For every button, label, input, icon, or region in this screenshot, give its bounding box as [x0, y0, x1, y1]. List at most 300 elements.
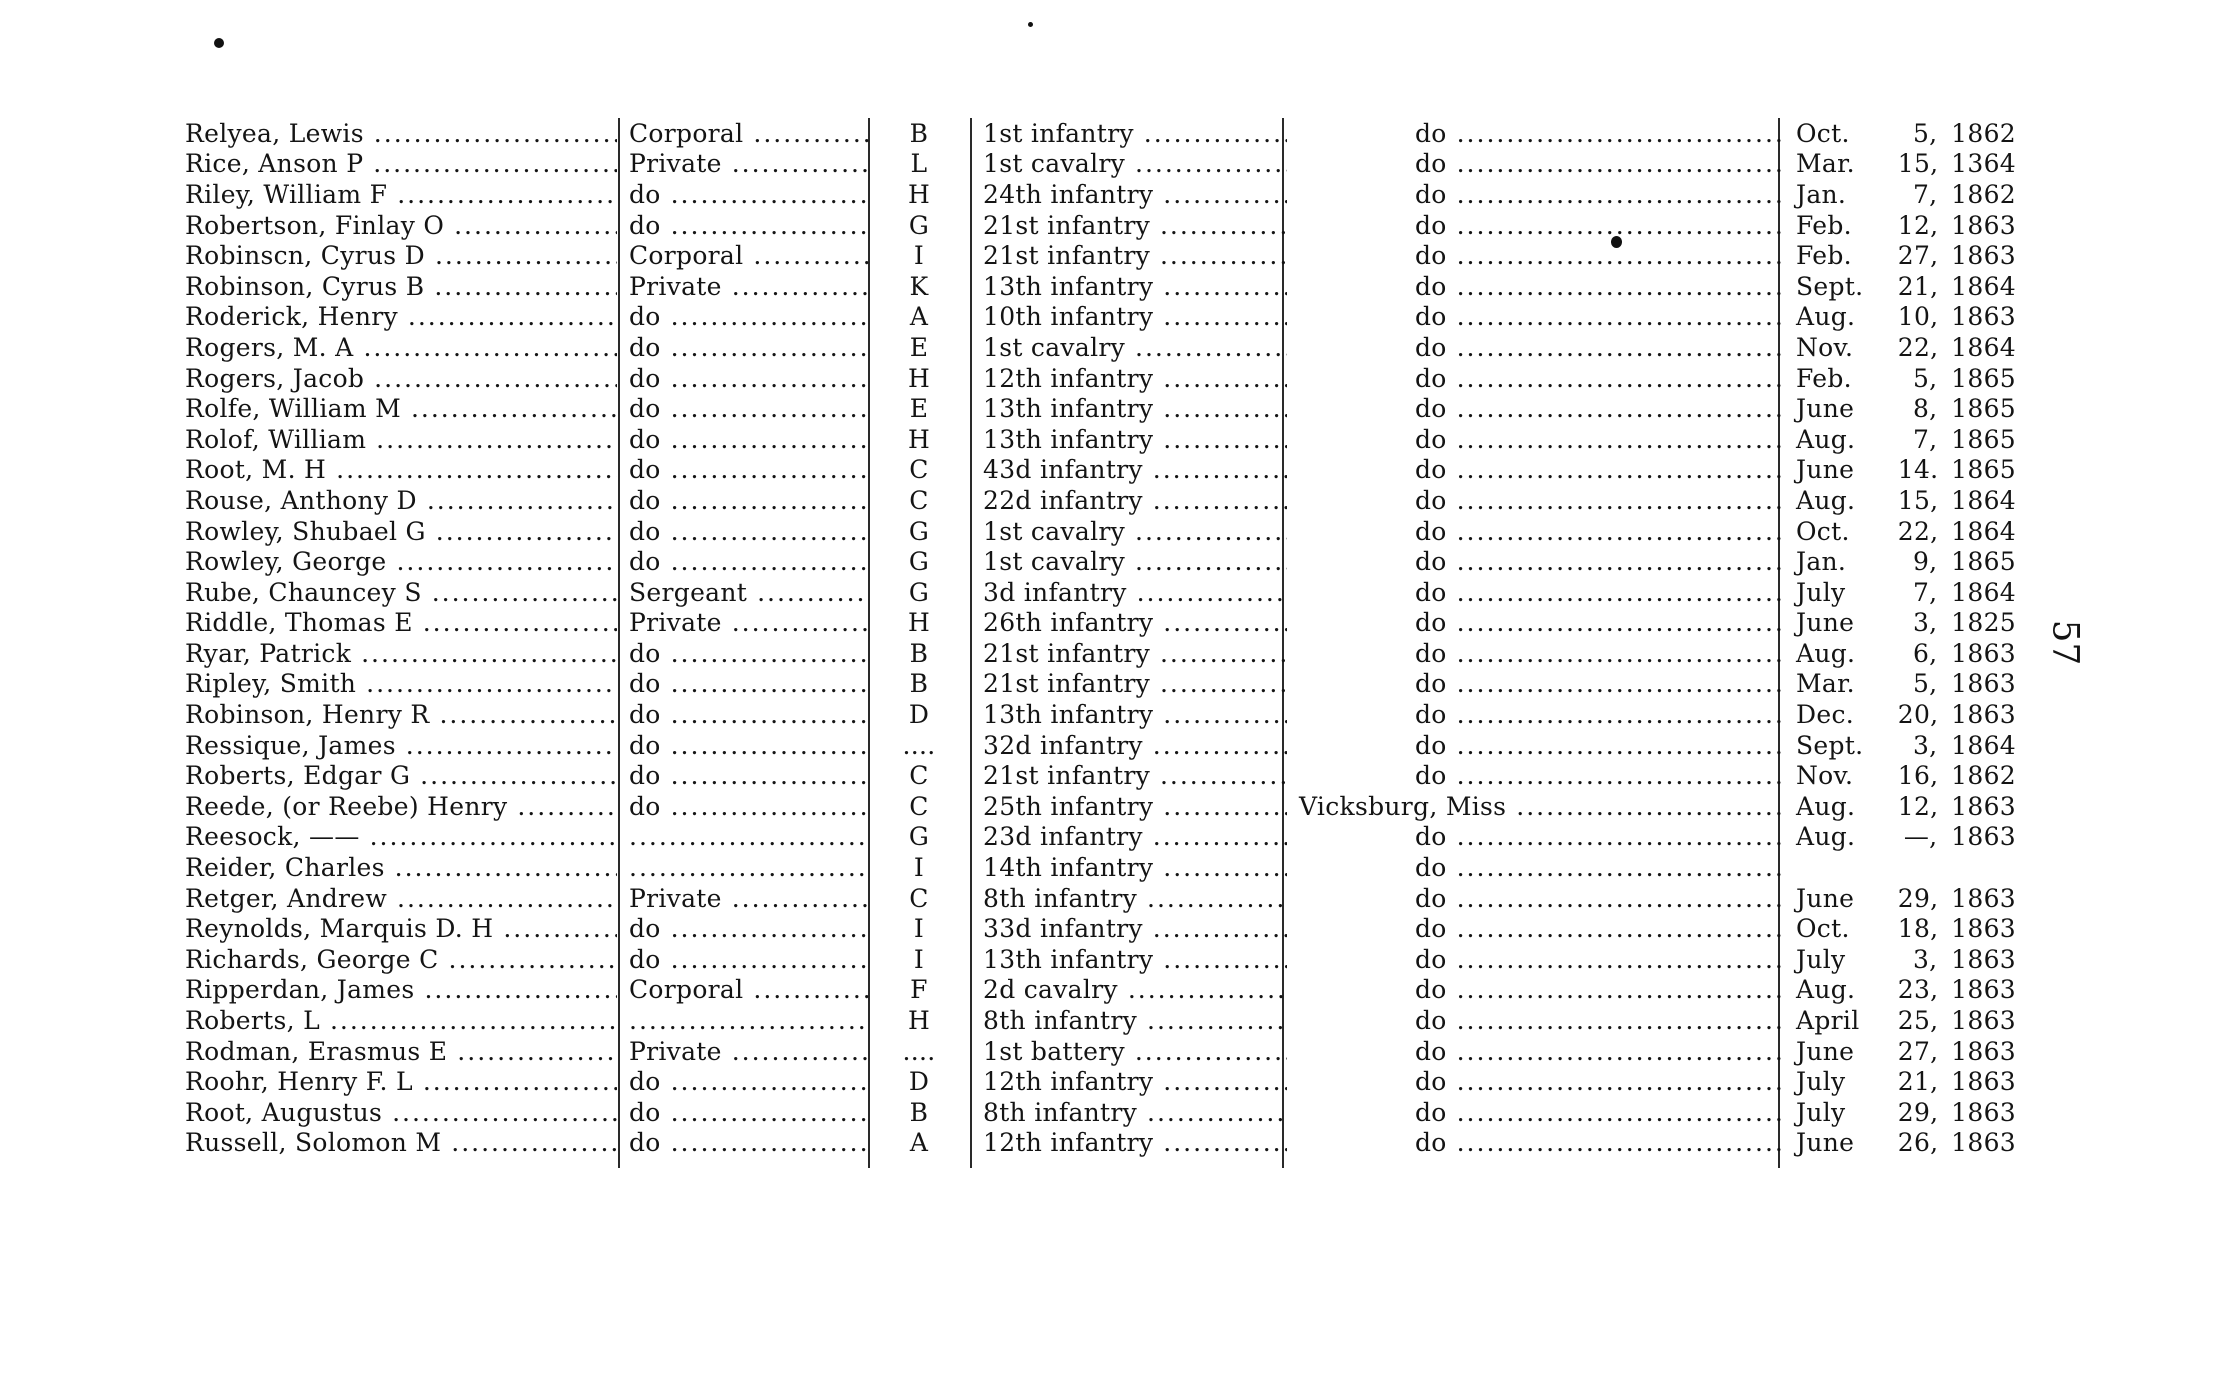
company-cell [869, 914, 969, 943]
date-day: 5, [1912, 669, 1938, 699]
rank: do [629, 363, 661, 393]
company: C [909, 883, 929, 913]
company: C [909, 455, 929, 485]
date-cell [1784, 517, 2016, 546]
date-cell [1784, 149, 2016, 178]
rank-cell [617, 700, 869, 729]
soldier-name-cell [183, 608, 617, 637]
date-month: Jan. [1796, 179, 1847, 209]
date-cell [1784, 180, 2016, 209]
table-row [183, 302, 2018, 333]
rank-cell [617, 884, 869, 913]
date-year: 1863 [1951, 1097, 2016, 1127]
place-cell [1287, 149, 1784, 178]
place-cell [1287, 517, 1784, 546]
table-row [183, 944, 2018, 975]
soldier-name-cell [183, 1098, 617, 1127]
company-cell [869, 547, 969, 576]
soldier-name-cell [183, 945, 617, 974]
rank: do [629, 516, 661, 546]
date-year: 1863 [1951, 241, 2016, 271]
unit-cell [969, 761, 1287, 790]
soldier-name: Richards, George C [185, 944, 439, 974]
date-year: 1863 [1951, 669, 2016, 699]
regiment-unit: 13th infantry [983, 271, 1154, 301]
date-month: Aug. [1796, 638, 1856, 668]
date-month: Nov. [1796, 761, 1854, 791]
rank-cell [617, 302, 869, 331]
date-cell [1784, 975, 2016, 1004]
rank: do [629, 210, 661, 240]
date-cell [1784, 669, 2016, 698]
rank-cell [617, 578, 869, 607]
place-cell [1287, 211, 1784, 240]
company: G [908, 822, 930, 852]
date-cell [1784, 333, 2016, 362]
date-day: 26, [1897, 1128, 1939, 1158]
place-cell [1287, 425, 1784, 454]
place-cell [1287, 272, 1784, 301]
rank: do [629, 730, 661, 760]
soldier-name-cell [183, 180, 617, 209]
soldier-name-cell [183, 486, 617, 515]
date-month: Feb. [1796, 241, 1852, 271]
soldier-name-cell [183, 975, 617, 1004]
rank: do [629, 179, 661, 209]
rank: do [629, 1128, 661, 1158]
date-year: 1864 [1951, 332, 2016, 362]
company: K [909, 271, 929, 301]
place-cell [1287, 302, 1784, 331]
date-year: 1863 [1951, 302, 2016, 332]
regiment-unit: 12th infantry [983, 1128, 1154, 1158]
date-cell [1784, 608, 2016, 637]
rank: Private [629, 883, 722, 913]
date-cell [1784, 302, 2016, 331]
date-day: 29, [1897, 883, 1939, 913]
date-month: April [1796, 1006, 1860, 1036]
soldier-name-cell [183, 1006, 617, 1035]
date-cell [1784, 1098, 2016, 1127]
date-cell [1784, 639, 2016, 668]
company-cell [869, 211, 969, 240]
date-day: 15, [1897, 149, 1939, 179]
date-day: 6, [1912, 638, 1938, 668]
place-cell [1287, 914, 1784, 943]
regiment-unit: 13th infantry [983, 700, 1154, 730]
soldier-name: Rolfe, William M [185, 394, 402, 424]
rank: do [629, 1097, 661, 1127]
place-cell [1287, 119, 1784, 148]
rank-cell [617, 149, 869, 178]
rank: do [629, 638, 661, 668]
regiment-unit: 1st cavalry [983, 547, 1126, 577]
company: .... [902, 730, 936, 760]
unit-cell [969, 364, 1287, 393]
date-day: 7, [1912, 577, 1938, 607]
soldier-name-cell [183, 792, 617, 821]
date-month: Oct. [1796, 914, 1850, 944]
date-day: 21, [1897, 1067, 1939, 1097]
regiment-unit: 8th infantry [983, 883, 1138, 913]
table-row [183, 485, 2018, 516]
date-day: 12, [1897, 791, 1939, 821]
ink-speck [214, 38, 224, 48]
rank-cell [617, 731, 869, 760]
company-cell [869, 1067, 969, 1096]
date-month: Jan. [1796, 547, 1847, 577]
soldier-name-cell [183, 149, 617, 178]
company-cell [869, 241, 969, 270]
company: H [907, 608, 931, 638]
rank: Private [629, 608, 722, 638]
rank-cell [617, 333, 869, 362]
place-of-death: do [1415, 1067, 1447, 1097]
company-cell [869, 761, 969, 790]
unit-cell [969, 945, 1287, 974]
place-of-death: do [1415, 516, 1447, 546]
regiment-unit: 26th infantry [983, 608, 1154, 638]
place-cell [1287, 639, 1784, 668]
date-day: 12, [1897, 210, 1939, 240]
place-cell [1287, 884, 1784, 913]
soldier-name-cell [183, 547, 617, 576]
date-month: Nov. [1796, 332, 1854, 362]
date-day: 27, [1897, 241, 1939, 271]
date-cell [1784, 914, 2016, 943]
place-of-death: do [1415, 975, 1447, 1005]
date-cell [1784, 884, 2016, 913]
company: I [913, 241, 925, 271]
table-row [183, 1097, 2018, 1128]
soldier-name-cell [183, 1128, 617, 1157]
date-month: Aug. [1796, 791, 1856, 821]
table-row [183, 118, 2018, 149]
table-row [183, 516, 2018, 547]
rank-cell [617, 822, 869, 851]
unit-cell [969, 822, 1287, 851]
company-cell [869, 394, 969, 423]
unit-cell [969, 608, 1287, 637]
table-row [183, 363, 2018, 394]
regiment-unit: 33d infantry [983, 914, 1143, 944]
unit-cell [969, 1098, 1287, 1127]
company: C [909, 791, 929, 821]
date-year: 1863 [1951, 1067, 2016, 1097]
soldier-name-cell [183, 425, 617, 454]
company: H [907, 424, 931, 454]
place-of-death: do [1415, 424, 1447, 454]
date-year: 1864 [1951, 271, 2016, 301]
rank: Corporal [629, 975, 744, 1005]
regiment-unit: 13th infantry [983, 394, 1154, 424]
date-cell [1784, 1067, 2016, 1096]
unit-cell [969, 669, 1287, 698]
place-cell [1287, 853, 1784, 882]
rank-cell [617, 364, 869, 393]
place-cell [1287, 669, 1784, 698]
regiment-unit: 2d cavalry [983, 975, 1118, 1005]
place-cell [1287, 731, 1784, 760]
place-of-death: do [1415, 363, 1447, 393]
date-year: 1865 [1951, 424, 2016, 454]
unit-cell [969, 578, 1287, 607]
table-row [183, 852, 2018, 883]
date-day: 9, [1912, 547, 1938, 577]
date-month: Mar. [1796, 149, 1855, 179]
casualty-register-table [183, 118, 2018, 1158]
table-row [183, 1036, 2018, 1067]
soldier-name: Robinscn, Cyrus D [185, 241, 426, 271]
date-day: 7, [1912, 424, 1938, 454]
company: L [910, 149, 928, 179]
table-row [183, 149, 2018, 180]
table-row [183, 271, 2018, 302]
soldier-name-cell [183, 761, 617, 790]
date-month: June [1796, 608, 1855, 638]
rank-cell [617, 425, 869, 454]
company-cell [869, 639, 969, 668]
date-month: June [1796, 883, 1855, 913]
place-of-death: do [1415, 302, 1447, 332]
date-day: 7, [1912, 179, 1938, 209]
company: E [909, 394, 929, 424]
date-month: Sept. [1796, 271, 1864, 301]
soldier-name-cell [183, 700, 617, 729]
date-year: 1863 [1951, 1006, 2016, 1036]
date-day: 3, [1912, 944, 1938, 974]
date-year: 1364 [1951, 149, 2016, 179]
rank-cell [617, 394, 869, 423]
rank-cell [617, 608, 869, 637]
table-row [183, 791, 2018, 822]
soldier-name-cell [183, 241, 617, 270]
soldier-name-cell [183, 669, 617, 698]
company: I [913, 853, 925, 883]
company-cell [869, 272, 969, 301]
soldier-name-cell [183, 394, 617, 423]
table-row [183, 883, 2018, 914]
date-day: 16, [1897, 761, 1939, 791]
place-cell [1287, 394, 1784, 423]
soldier-name-cell [183, 853, 617, 882]
date-day: 10, [1897, 302, 1939, 332]
date-month: June [1796, 394, 1855, 424]
unit-cell [969, 1006, 1287, 1035]
date-month: July [1796, 577, 1846, 607]
regiment-unit: 14th infantry [983, 853, 1154, 883]
company-cell [869, 700, 969, 729]
regiment-unit: 1st infantry [983, 118, 1134, 148]
soldier-name: Ripley, Smith [185, 669, 357, 699]
regiment-unit: 21st infantry [983, 761, 1151, 791]
date-month: Oct. [1796, 118, 1850, 148]
company-cell [869, 425, 969, 454]
company: G [908, 210, 930, 240]
place-of-death: do [1415, 638, 1447, 668]
table-row [183, 546, 2018, 577]
place-of-death: do [1415, 944, 1447, 974]
place-of-death: do [1415, 332, 1447, 362]
company: I [913, 944, 925, 974]
date-year: 1863 [1951, 822, 2016, 852]
date-cell [1784, 547, 2016, 576]
place-of-death: Vicksburg, Miss [1299, 791, 1507, 821]
unit-cell [969, 333, 1287, 362]
rank-cell [617, 761, 869, 790]
soldier-name-cell [183, 272, 617, 301]
table-row [183, 913, 2018, 944]
place-of-death: do [1415, 883, 1447, 913]
place-of-death: do [1415, 577, 1447, 607]
place-of-death: do [1415, 210, 1447, 240]
ink-speck [1028, 22, 1033, 27]
company: D [908, 700, 930, 730]
rank: do [629, 455, 661, 485]
company-cell [869, 302, 969, 331]
soldier-name-cell [183, 578, 617, 607]
unit-cell [969, 149, 1287, 178]
date-cell [1784, 792, 2016, 821]
place-cell [1287, 761, 1784, 790]
date-month: Oct. [1796, 516, 1850, 546]
place-of-death: do [1415, 761, 1447, 791]
rank: do [629, 485, 661, 515]
company: C [909, 761, 929, 791]
rank: do [629, 669, 661, 699]
company: C [909, 485, 929, 515]
company: .... [902, 1036, 936, 1066]
unit-cell [969, 272, 1287, 301]
place-cell [1287, 333, 1784, 362]
rank-cell [617, 241, 869, 270]
soldier-name: Riley, William F [185, 179, 388, 209]
date-year: 1863 [1951, 914, 2016, 944]
unit-cell [969, 884, 1287, 913]
soldier-name: Riddle, Thomas E [185, 608, 413, 638]
unit-cell [969, 486, 1287, 515]
company: G [908, 577, 930, 607]
soldier-name: Robinson, Cyrus B [185, 271, 425, 301]
company-cell [869, 1098, 969, 1127]
unit-cell [969, 517, 1287, 546]
soldier-name-cell [183, 822, 617, 851]
rank-cell [617, 180, 869, 209]
place-of-death: do [1415, 271, 1447, 301]
date-year: 1863 [1951, 210, 2016, 240]
date-day: 5, [1912, 118, 1938, 148]
company-cell [869, 1128, 969, 1157]
date-cell [1784, 272, 2016, 301]
company-cell [869, 517, 969, 546]
date-cell [1784, 822, 2016, 851]
soldier-name-cell [183, 119, 617, 148]
soldier-name: Roohr, Henry F. L [185, 1067, 413, 1097]
company-cell [869, 119, 969, 148]
place-of-death: do [1415, 669, 1447, 699]
rank: do [629, 914, 661, 944]
place-cell [1287, 547, 1784, 576]
table-row [183, 1128, 2018, 1159]
company: D [908, 1067, 930, 1097]
rank: do [629, 791, 661, 821]
date-day: 22, [1897, 332, 1939, 362]
place-cell [1287, 608, 1784, 637]
date-cell [1784, 1037, 2016, 1066]
company-cell [869, 884, 969, 913]
table-row [183, 393, 2018, 424]
soldier-name-cell [183, 302, 617, 331]
soldier-name-cell [183, 455, 617, 484]
soldier-name: Roberts, Edgar G [185, 761, 411, 791]
soldier-name-cell [183, 884, 617, 913]
date-year: 1863 [1951, 975, 2016, 1005]
soldier-name-cell [183, 364, 617, 393]
unit-cell [969, 914, 1287, 943]
unit-cell [969, 211, 1287, 240]
date-day: 25, [1897, 1006, 1939, 1036]
table-row [183, 730, 2018, 761]
company: A [909, 302, 929, 332]
unit-cell [969, 302, 1287, 331]
date-day: 14. [1897, 455, 1939, 485]
date-cell [1784, 1128, 2016, 1157]
company-cell [869, 180, 969, 209]
date-cell [1784, 211, 2016, 240]
place-cell [1287, 1067, 1784, 1096]
date-month: Dec. [1796, 700, 1854, 730]
date-cell [1784, 578, 2016, 607]
soldier-name: Retger, Andrew [185, 883, 388, 913]
rank: do [629, 302, 661, 332]
unit-cell [969, 1128, 1287, 1157]
company-cell [869, 364, 969, 393]
company: H [907, 179, 931, 209]
date-day: 3, [1912, 730, 1938, 760]
soldier-name-cell [183, 333, 617, 362]
place-cell [1287, 1128, 1784, 1157]
date-month: July [1796, 944, 1846, 974]
table-row [183, 669, 2018, 700]
rank-cell [617, 975, 869, 1004]
place-cell [1287, 578, 1784, 607]
company-cell [869, 975, 969, 1004]
unit-cell [969, 425, 1287, 454]
soldier-name: Rice, Anson P [185, 149, 364, 179]
place-cell [1287, 975, 1784, 1004]
regiment-unit: 21st infantry [983, 669, 1151, 699]
rank-cell [617, 945, 869, 974]
rank: do [629, 700, 661, 730]
date-year: 1863 [1951, 1036, 2016, 1066]
rank: Private [629, 271, 722, 301]
company-cell [869, 149, 969, 178]
soldier-name: Rodman, Erasmus E [185, 1036, 448, 1066]
soldier-name: Rogers, M. A [185, 332, 354, 362]
date-month: Aug. [1796, 975, 1856, 1005]
date-year: 1864 [1951, 577, 2016, 607]
soldier-name: Reynolds, Marquis D. H [185, 914, 494, 944]
date-day: 18, [1897, 914, 1939, 944]
regiment-unit: 3d infantry [983, 577, 1127, 607]
soldier-name: Rolof, William [185, 424, 367, 454]
place-of-death: do [1415, 179, 1447, 209]
soldier-name: Rouse, Anthony D [185, 485, 417, 515]
regiment-unit: 1st cavalry [983, 149, 1126, 179]
regiment-unit: 22d infantry [983, 485, 1143, 515]
place-cell [1287, 1006, 1784, 1035]
rank-cell [617, 1037, 869, 1066]
